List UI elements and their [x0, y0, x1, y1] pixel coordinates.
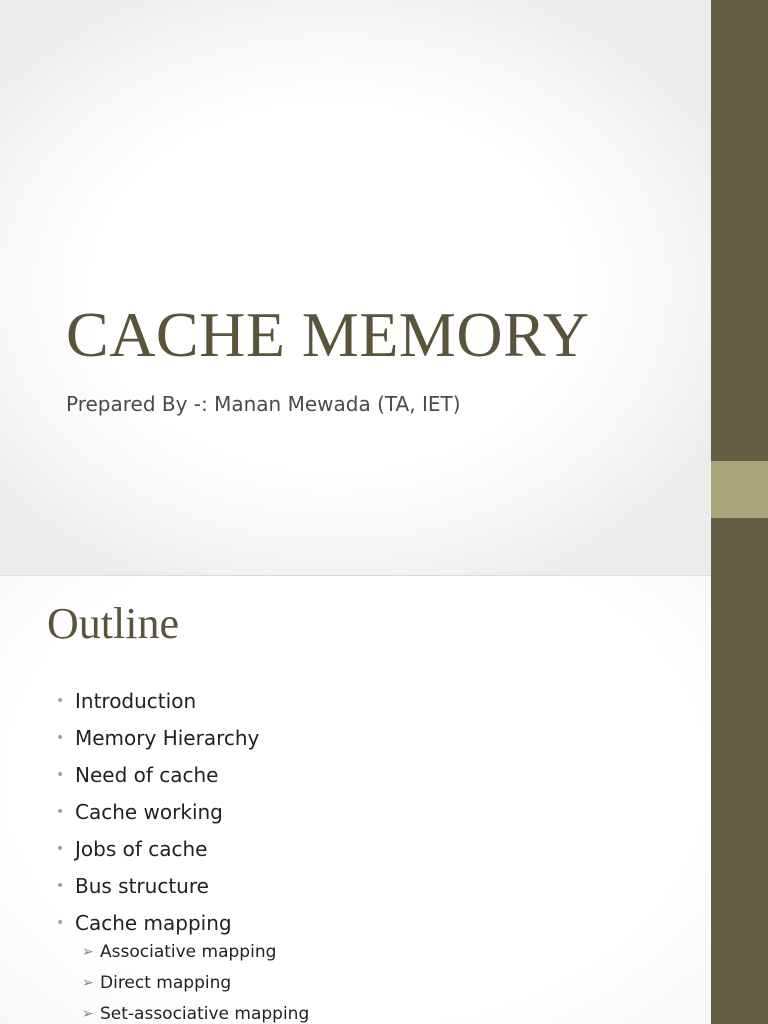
- list-item-label: Cache working: [75, 799, 223, 824]
- list-item: [56, 867, 259, 904]
- list-item: [56, 830, 259, 867]
- list-item: [56, 756, 259, 793]
- slide-subtitle: Prepared By -: Manan Mewada (TA, IET): [66, 392, 461, 416]
- bullet-dot-icon: •: [56, 692, 65, 709]
- arrow-bullet-icon: ➢: [82, 943, 94, 960]
- sub-list-item-label: Set-associative mapping: [100, 1003, 310, 1024]
- list-item-label: Need of cache: [75, 762, 219, 787]
- bullet-dot-icon: •: [56, 840, 65, 857]
- list-item: [56, 793, 259, 830]
- bullet-dot-icon: •: [56, 729, 65, 746]
- theme-accent-block: [711, 461, 768, 518]
- bullet-dot-icon: •: [56, 877, 65, 894]
- list-item-label: Cache mapping: [75, 910, 232, 935]
- sub-list-item-label: Associative mapping: [100, 941, 277, 962]
- outline-bullet-list: [56, 682, 259, 941]
- bullet-dot-icon: •: [56, 914, 65, 931]
- bullet-dot-icon: •: [56, 766, 65, 783]
- list-item-label: Introduction: [75, 688, 197, 713]
- outline-sub-bullet-list: [82, 936, 309, 1024]
- slide-title: CACHE MEMORY: [66, 299, 590, 370]
- list-item-label: Jobs of cache: [75, 836, 208, 861]
- bullet-dot-icon: •: [56, 803, 65, 820]
- arrow-bullet-icon: ➢: [82, 1005, 94, 1022]
- arrow-bullet-icon: ➢: [82, 974, 94, 991]
- list-item: [56, 682, 259, 719]
- list-item-label: Bus structure: [75, 873, 209, 898]
- sub-list-item: [82, 936, 309, 967]
- outline-title: Outline: [47, 599, 179, 648]
- sub-list-item-label: Direct mapping: [100, 972, 232, 993]
- list-item-label: Memory Hierarchy: [75, 725, 260, 750]
- outline-slide: [0, 576, 711, 1024]
- sub-list-item: [82, 967, 309, 998]
- sub-list-item: [82, 998, 309, 1024]
- list-item: [56, 719, 259, 756]
